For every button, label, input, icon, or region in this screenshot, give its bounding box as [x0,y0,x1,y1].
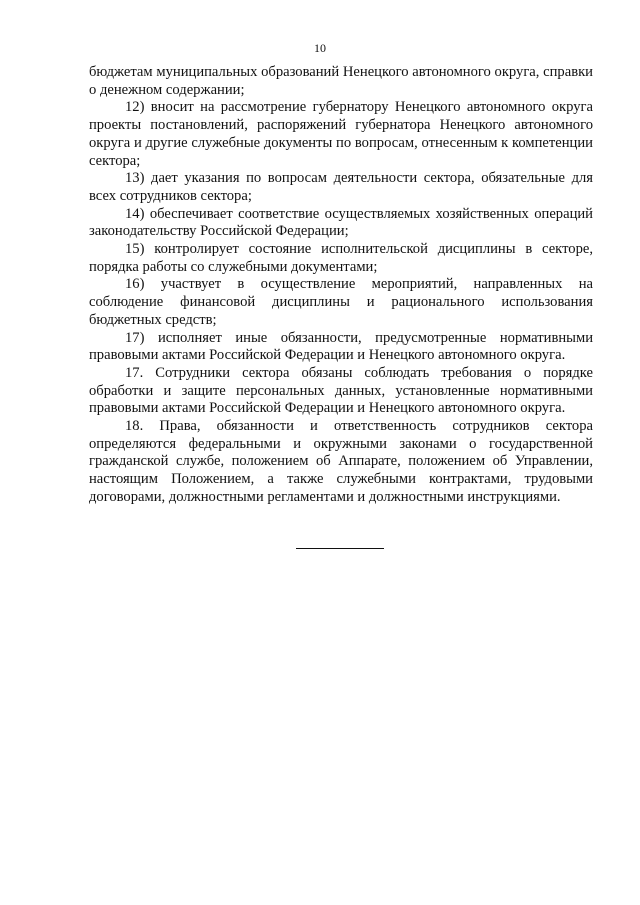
document-body [89,64,593,507]
paragraph-section-17: 17. Сотрудники сектора обязаны соблюдать требования о порядке обработки и защите персональных данных, установленные нормативными правовыми актами Российской Федерации и Ненецкого автономного округа. [89,364,593,417]
page-number: 10 [314,41,326,55]
paragraph-item-14: 14) обеспечивает соответствие осуществляемых хозяйственных операций законодательству Российской Федерации; [89,205,593,240]
paragraph-item-12: 12) вносит на рассмотрение губернатору Ненецкого автономного округа проекты постановлений, распоряжений губернатора Ненецкого автономного округа и другие служебные документы по вопросам, отнесенным к компетенции сектора; [89,99,593,169]
paragraph-section-18: 18. Права, обязанности и ответственность сотрудников сектора определяются федеральными и окружными законами о государственной гражданской службе, положением об Аппарате, положением об Управлении, настоящим Положением, а также служебными контрактами, трудовыми договорами, должностными регламентами и должностными инструкциями. [89,418,593,505]
paragraph-item-13: 13) дает указания по вопросам деятельности сектора, обязательные для всех сотрудников сектора; [89,170,593,204]
end-of-document-rule [296,548,384,549]
paragraph-continuation: бюджетам муниципальных образований Ненецкого автономного округа, справки о денежном содержании; [89,64,593,98]
paragraph-item-17: 17) исполняет иные обязанности, предусмотренные нормативными правовыми актами Российской Федерации и Ненецкого автономного округа. [89,329,593,364]
paragraph-item-15: 15) контролирует состояние исполнительской дисциплины в секторе, порядка работы со служебными документами; [89,241,593,275]
paragraph-item-16: 16) участвует в осуществление мероприятий, направленных на соблюдение финансовой дисциплины и рационального использования бюджетных средств; [89,276,593,328]
